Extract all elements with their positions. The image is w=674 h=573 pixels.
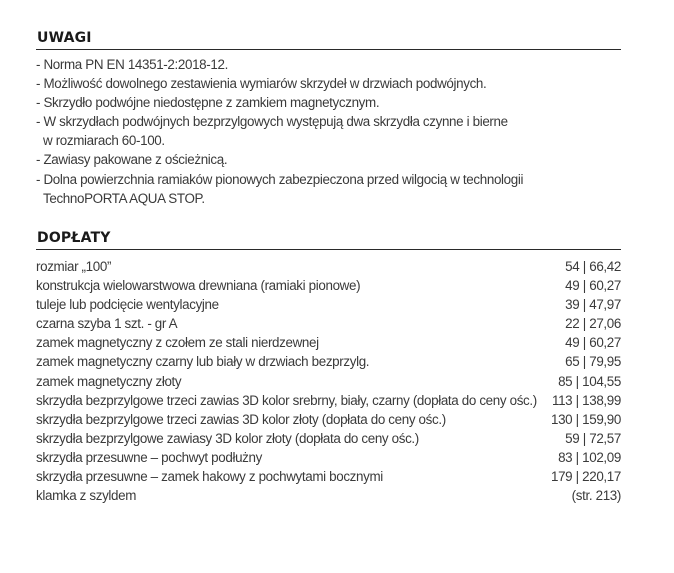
note-text: - Zawiasy pakowane z ościeżnicą.	[36, 152, 228, 168]
row-price: 22 | 27,06	[565, 316, 621, 332]
price-row	[36, 257, 621, 276]
note-text-continuation: w rozmiarach 60-100.	[43, 133, 165, 149]
doplaty-heading: DOPŁATY	[36, 229, 621, 250]
note-text: - Norma PN EN 14351-2:2018-12.	[36, 57, 228, 72]
row-label: klamka z szyldem	[36, 488, 137, 504]
note-item	[36, 93, 621, 112]
note-item	[36, 55, 621, 74]
uwagi-heading: UWAGI	[36, 29, 621, 50]
price-row	[36, 467, 621, 486]
note-text: - W skrzydłach podwójnych bezprzylgowych występują dwa skrzydła czynne i bierne	[36, 114, 508, 130]
uwagi-notes	[36, 55, 621, 208]
price-row	[36, 372, 621, 391]
row-price: 113 | 138,99	[551, 392, 621, 408]
row-label: zamek magnetyczny czarny lub biały w drzwiach bezprzylg.	[36, 354, 370, 370]
row-price: 85 | 104,55	[558, 373, 621, 389]
price-row	[36, 295, 621, 314]
row-price: 49 | 60,27	[565, 278, 621, 294]
row-label: skrzydła bezprzylgowe trzeci zawias 3D kolor srebrny, biały, czarny (dopłata do ceny ośc.)	[36, 392, 537, 408]
note-item	[36, 112, 621, 150]
price-row	[36, 314, 621, 333]
row-label: tuleje lub podcięcie wentylacyjne	[36, 297, 219, 313]
row-label: skrzydła bezprzylgowe trzeci zawias 3D kolor złoty (dopłata do ceny ośc.)	[36, 411, 446, 427]
price-row	[36, 333, 621, 352]
row-price: 179 | 220,17	[550, 469, 621, 485]
note-text: - Możliwość dowolnego zestawienia wymiarów skrzydeł w drzwiach podwójnych.	[36, 76, 487, 92]
row-price: 49 | 60,27	[565, 335, 621, 351]
row-label: skrzydła bezprzylgowe zawiasy 3D kolor złoty (dopłata do ceny ośc.)	[36, 430, 419, 446]
doplaty-section	[36, 229, 621, 505]
row-label: zamek magnetyczny złoty	[36, 373, 182, 389]
note-item	[36, 150, 621, 169]
row-price: 83 | 102,09	[558, 449, 621, 465]
row-price: 54 | 66,42	[565, 259, 621, 274]
row-price: 65 | 79,95	[565, 354, 621, 370]
price-row	[36, 448, 621, 467]
note-text: - Skrzydło podwójne niedostępne z zamkiem magnetycznym.	[36, 95, 380, 111]
price-row	[36, 352, 621, 371]
price-row	[36, 410, 621, 429]
row-label: skrzydła przesuwne – zamek hakowy z pochwytami bocznymi	[36, 469, 383, 485]
row-label: skrzydła przesuwne – pochwyt podłużny	[36, 449, 262, 465]
price-row	[36, 486, 621, 505]
price-row	[36, 429, 621, 448]
price-row	[36, 276, 621, 295]
doplaty-table	[36, 257, 621, 505]
row-price: 59 | 72,57	[565, 430, 621, 446]
note-text-continuation: TechnoPORTA AQUA STOP.	[43, 190, 205, 206]
uwagi-section	[36, 29, 621, 208]
row-label: konstrukcja wielowarstwowa drewniana (ramiaki pionowe)	[36, 278, 361, 294]
row-price: 39 | 47,97	[565, 297, 621, 313]
price-row	[36, 391, 621, 410]
row-label: czarna szyba 1 szt. - gr A	[36, 316, 178, 332]
note-item	[36, 170, 621, 208]
row-price: 130 | 159,90	[550, 411, 621, 427]
note-text: - Dolna powierzchnia ramiaków pionowych zabezpieczona przed wilgocią w technologii	[36, 171, 524, 187]
note-item	[36, 74, 621, 93]
row-label: zamek magnetyczny z czołem ze stali nierdzewnej	[36, 335, 319, 351]
row-label: rozmiar „100”	[36, 259, 112, 274]
row-price: (str. 213)	[571, 488, 621, 504]
